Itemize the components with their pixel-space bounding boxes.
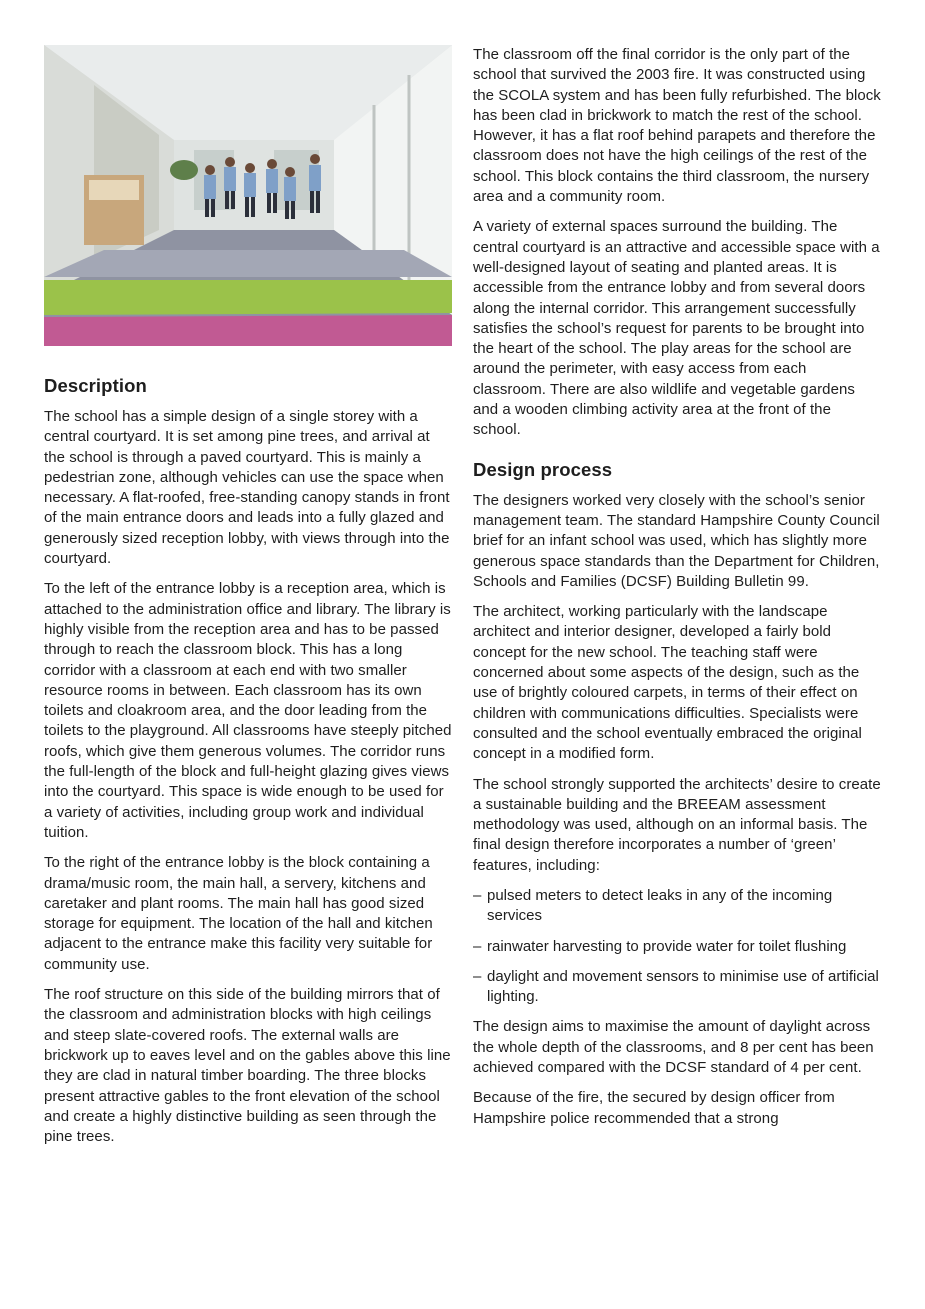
bullet-dash: – (473, 937, 482, 955)
bullet-dash: – (473, 886, 482, 904)
process-paragraph-1: The designers worked very closely with the school’s senior management team. The standard Hampshire County Council brief for an infant school was used, which has slightly more generous space standards than the Department for Children, Schools and Families (DCSF) Building Bulletin 99. (473, 491, 880, 590)
intro-paragraph-2: A variety of external spaces surround the building. The central courtyard is an attractive and accessible space with a well-designed layout of seating and planted areas. It is accessible from the entrance lobby and from several doors along the internal corridor. This arrangement successfully satisfies the school’s request for parents to be brought into the heart of the school. The play areas for the school are around the perimeter, with easy access from each classroom. There are also wildlife and vegetable gardens and a wooden climbing activity area at the front of the school. (473, 218, 880, 439)
description-paragraph-4: The roof structure on this side of the building mirrors that of the classroom and administration blocks with high ceilings and steep slate-covered roofs. The external walls are brickwork up to eaves level and on the gables above this line they are clad in natural timber boarding. The three blocks present attractive gables to the front elevation of the school and create a highly distinctive building as seen through the pine trees. (44, 986, 451, 1146)
closing-paragraph-2: Because of the fire, the secured by design officer from Hampshire police recommended that a strong (473, 1089, 835, 1127)
description-paragraph-3: To the right of the entrance lobby is the block containing a drama/music room, the main hall, a servery, kitchens and caretaker and plant rooms. The main hall has good sized storage for equipment. The location of the hall and kitchen adjacent to the entrance make this facility very suitable for community use. (44, 854, 433, 973)
description-paragraph-1: The school has a simple design of a single storey with a central courtyard. It is set among pine trees, and arrival at the school is through a paved courtyard. This is mainly a pedestrian zone, although vehicles can use the space when necessary. A flat-roofed, free-standing canopy stands in front of the main entrance doors and leads into a fully glazed and generously sized reception lobby, with views through into the courtyard. (44, 408, 450, 568)
corridor-photo-illustration (44, 45, 452, 346)
left-column (44, 45, 454, 1157)
bullet-dash: – (473, 967, 482, 985)
green-features-list (473, 886, 883, 1007)
description-paragraph-2: To the left of the entrance lobby is a reception area, which is attached to the administration office and library. The library is highly visible from the reception area and has to be passed through to reach the classroom block. This has a long corridor with a classroom at each end with two smaller resource rooms in between. Each classroom has its own toilets and cloakroom area, and the door leading from the toilets to the playground. All classrooms have steeply pitched roofs, which give them generous volumes. The corridor runs the full-length of the block and full-height glazing gives views into the courtyard. This space is wide enough to be used for a variety of activities, including group work and individual tuition. (44, 580, 452, 841)
description-heading: Description (44, 375, 147, 396)
design-process-heading: Design process (473, 458, 613, 480)
intro-paragraph-1: The classroom off the final corridor is the only part of the school that survived the 2003 fire. It was constructed using the SCOLA system and has been fully refurbished. The block has been clad in brickwork to match the rest of the school. However, it has a flat roof behind parapets and therefore the classroom does not have the high ceilings of the rest of the school. This block contains the third classroom, the nursery area and a community room. (473, 46, 881, 206)
list-item: – rainwater harvesting to provide water for toilet flushing (473, 937, 883, 957)
list-item: – pulsed meters to detect leaks in any of the incoming services (473, 886, 833, 925)
process-paragraph-3: The school strongly supported the architects’ desire to create a sustainable building and the BREEAM assessment methodology was used, although on an informal basis. The final design therefore incorporates a number of ‘green’ features, including: (473, 775, 881, 874)
corridor-photo (44, 45, 452, 346)
closing-paragraph-1: The design aims to maximise the amount of daylight across the whole depth of the classrooms, and 8 per cent has been achieved compared with the DCSF standard of 4 per cent. (473, 1018, 874, 1077)
process-paragraph-2: The architect, working particularly with the landscape architect and interior designer, developed a fairly bold concept for the new school. The teaching staff were concerned about some aspects of the design, such as the use of brightly coloured carpets, in terms of their effect on children with communications difficulties. Specialists were consulted and the school eventually embraced the original concept in a modified form. (473, 603, 862, 763)
right-column (473, 45, 883, 1139)
list-item: – daylight and movement sensors to minimise use of artificial lighting. (473, 967, 879, 1006)
